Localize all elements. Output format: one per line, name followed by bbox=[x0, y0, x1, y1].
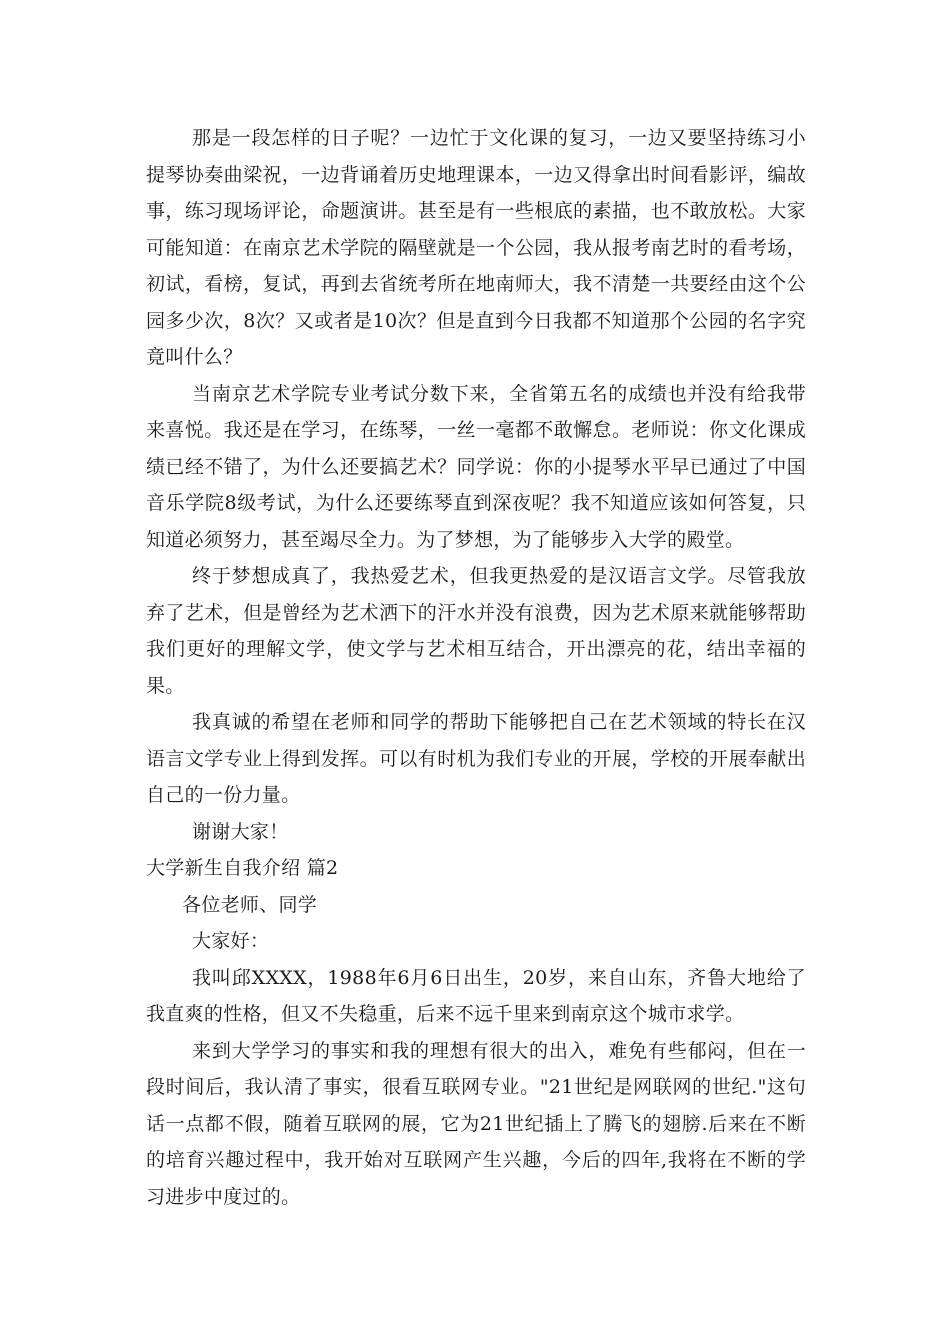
paragraph-exam-results: 当南京艺术学院专业考试分数下来，全省第五名的成绩也并没有给我带来喜悦。我还是在学习，在练琴，一丝一毫都不敢懈怠。老师说：你文化课成绩已经不错了，为什么还要搞艺术？同学说：你的小提琴水平早已通过了中国音乐学院8级考试，为什么还要练琴直到深夜呢？我不知道应该如何答复，只知道必须努力，甚至竭尽全力。为了梦想，为了能够步入大学的殿堂。 bbox=[146, 382, 806, 551]
paragraph-self-intro: 我叫邱XXXX，1988年6月6日出生，20岁，来自山东，齐鲁大地给了我直爽的性格，但又不失稳重，后来不远千里来到南京这个城市求学。 bbox=[146, 966, 806, 1025]
salutation: 各位老师、同学 bbox=[182, 893, 318, 916]
paragraph-dream-realized: 终于梦想成真了，我热爱艺术，但我更热爱的是汉语言文学。尽管我放弃了艺术，但是曾经为艺术洒下的汗水并没有浪费，因为艺术原来就能够帮助我们更好的理解文学，使文学与艺术相互结合，开出漂亮的花，结出幸福的果。 bbox=[146, 565, 806, 697]
section-title: 大学新生自我介绍 篇2 bbox=[146, 857, 339, 879]
document-page bbox=[146, 120, 806, 1215]
closing-thanks: 谢谢大家！ bbox=[192, 820, 289, 843]
paragraph-internet-interest: 来到大学学习的事实和我的理想有很大的出入，难免有些郁闷，但在一段时间后，我认清了事实，很看互联网专业。"21世纪是网联网的世纪."这句话一点都不假，随着互联网的展，它为21世纪插上了腾飞的翅膀.后来在不断的培育兴趣过程中，我开始对互联网产生兴趣，今后的四年,我将在不断的学习进步中度过的。 bbox=[146, 1039, 806, 1208]
greeting: 大家好： bbox=[192, 930, 270, 952]
paragraph-hope: 我真诚的希望在老师和同学的帮助下能够把自己在艺术领域的特长在汉语言文学专业上得到发挥。可以有时机为我们专业的开展，学校的开展奉献出自己的一份力量。 bbox=[146, 711, 806, 806]
paragraph-days-of-study: 那是一段怎样的日子呢？一边忙于文化课的复习，一边又要坚持练习小提琴协奏曲梁祝，一边背诵着历史地理课本，一边又得拿出时间看影评，编故事，练习现场评论，命题演讲。甚至是有一些根底的素描，也不敢放松。大家可能知道：在南京艺术学院的隔壁就是一个公园，我从报考南艺时的看考场，初试，看榜，复试，再到去省统考所在地南师大，我不清楚一共要经由这个公园多少次，8次？又或者是10次？但是直到今日我都不知道那个公园的名字究竟叫什么？ bbox=[146, 127, 806, 368]
